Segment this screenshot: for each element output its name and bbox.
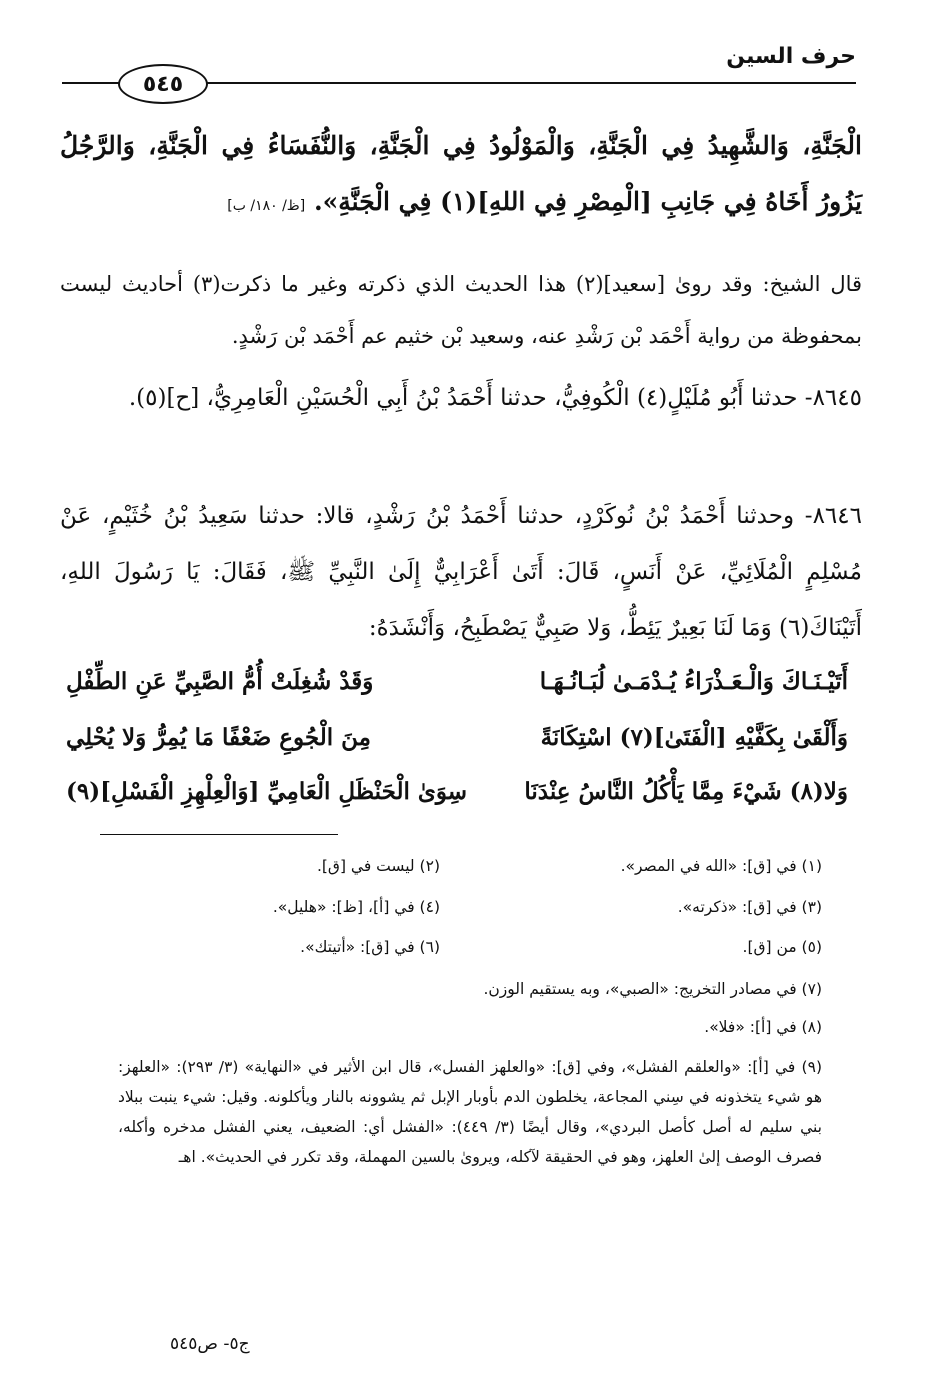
paragraph-hadith-8645: ٨٦٤٥- حدثنا أَبُو مُلَيْلٍ(٤) الْكُوفِيُّ، حدثنا أَحْمَدُ بْنُ أَبِي الْحُسَيْنِ الْعَامِرِيُّ، [ح](٥). (128, 385, 862, 411)
section-title: حرف السين (726, 44, 856, 69)
footnote-8: (٨) في [أ]: «فلا». (704, 1018, 822, 1036)
poem-verse (66, 656, 848, 706)
footnote-divider (100, 834, 338, 835)
paragraph-sheikh-comment: قال الشيخ: وقد روىٰ [سعيد](٢) هذا الحديث الذي ذكرته وغير ما ذكرت(٣) أحاديث ليست بمحفوظة من رواية أَحْمَد بْن رَشْدِ عنه، وسعيد بْن خثيم عم أَحْمَد بْن رَشْدٍ. (60, 272, 863, 348)
verse-second-half: مِنَ الْجُوعِ ضَعْفًا مَا يُمِرُّ وَلا يُحْلِي (66, 723, 371, 751)
footnote-2: (٢) ليست في [ق]. (316, 857, 440, 875)
page-footer-ref: ج٥- ص٥٤٥ (170, 1334, 250, 1354)
poem-verse (66, 712, 848, 762)
paragraph-hadith-ending (60, 118, 862, 234)
footnote-3: (٣) في [ق]: «ذكرته». (677, 898, 822, 916)
footnote-1: (١) في [ق]: «الله في المصر». (620, 857, 822, 875)
footnote-9: (٩) في [أ]: «والعلقم الفشل»، وفي [ق]: «والعلهز الفسل»، قال ابن الأثير في «النهاية» (٣/ ٢٩٣): «العلهز: هو شيء يتخذونه في سِني المجاعة، يخلطون الدم بأوبار الإبل ثم يشوونه بالنار ويأكلونه. وقيل: شيء ينبت ببلاد بني سليم له أصل كأصل البردي»، وقال أيضًا (٣/ ٤٤٩): «الفشل أي: الضعيف، يعني الفشل مدخره وأكله، فصرف الوصف إلىٰ العلهز، وهو في الحقيقة لآكله، ويروىٰ بالسين المهملة، وقد تكرر في الحديث». اهـ (118, 1058, 822, 1166)
footnote-6: (٦) في [ق]: «أتيتك». (300, 938, 440, 956)
poem-verse (66, 766, 848, 816)
footnote-4: (٤) في [أ]، [ظ]: «هليل». (272, 898, 440, 916)
page-number: ٥٤٥ (118, 64, 208, 104)
paragraph-text: الْجَنَّةِ، وَالشَّهِيدُ فِي الْجَنَّةِ، وَالْمَوْلُودُ فِي الْجَنَّةِ، وَالنُّفَسَاءُ فِي الْجَنَّةِ، وَالرَّجُلُ يَزُورُ أَخَاهُ فِي جَانِبِ [الْمِصْرِ فِي اللهِ](١) فِي الْجَنَّةِ». (60, 131, 862, 216)
footnote-5: (٥) من [ق]. (742, 938, 822, 956)
verse-second-half: وَقَدْ شُغِلَتْ أُمُّ الصَّبِيِّ عَنِ الطِّفْلِ (66, 667, 374, 695)
manuscript-ref: [ظ/ ١٨٠/ ب] (227, 198, 306, 214)
verse-first-half: أَتَيْـنَـاكَ وَالْـعَـذْرَاءُ يُـدْمَـىٰ لُبَـانُـهَـا (539, 667, 848, 695)
verse-first-half: وَأَلْقَىٰ بِكَفَّيْهِ [الْفَتَىٰ](٧) اسْتِكَانَةً (540, 723, 848, 751)
paragraph-hadith-8646: ٨٦٤٦- وحدثنا أَحْمَدُ بْنُ نُوكَرْدٍ، حدثنا أَحْمَدُ بْنُ رَشْدٍ، قالا: حدثنا سَعِيدُ بْنُ خُثَيْمٍ، عَنْ مُسْلِمٍ الْمُلَائِيِّ، عَنْ أَنَسٍ، قَالَ: أَتَىٰ أَعْرَابِيٌّ إِلَىٰ النَّبِيِّ ﷺ، فَقَالَ: يَا رَسُولَ اللهِ، أَتَيْنَاكَ(٦) وَمَا لَنَا بَعِيرٌ يَئِطُّ، وَلا صَبِيٌّ يَصْطَبِحُ، وَأَنْشَدَهُ: (60, 503, 862, 641)
footnote-7: (٧) في مصادر التخريج: «الصبي»، وبه يستقيم الوزن. (483, 980, 822, 998)
verse-second-half: سِوَىٰ الْحَنْظَلِ الْعَامِيِّ [وَالْعِلْهِزِ الْفَسْلِ](٩) (66, 777, 468, 805)
verse-first-half: وَلا(٨) شَيْءَ مِمَّا يَأْكُلُ النَّاسُ عِنْدَنَا (524, 777, 848, 805)
